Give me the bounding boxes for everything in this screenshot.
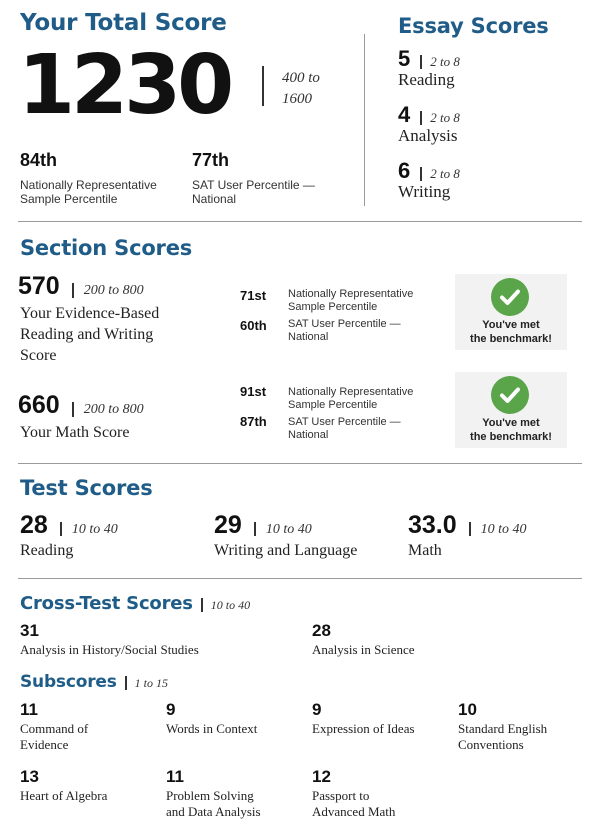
test-score-math [408,511,527,560]
total-percentile-2-label-line1: SAT User Percentile — [192,178,315,192]
cross-test-heading: Cross-Test Scores [20,593,193,614]
subscore-label-line1: Problem Solving [166,788,254,803]
section-math-value: 660 [18,391,60,419]
cross-science-value: 28 [312,621,331,640]
essay-score-analysis [398,102,460,146]
subscore-label [312,721,415,737]
subscore-value: 11 [166,767,184,786]
section-math-separator [72,402,74,417]
essay-analysis-separator [420,111,422,125]
test-math-range: 10 to 40 [480,522,527,537]
section-erw-label-line2: Reading and Writing [20,326,154,343]
section-erw-percentile-2-line2: National [288,331,329,343]
section-math-range: 200 to 800 [83,402,144,417]
section-erw-label-line1: Your Evidence-Based [20,305,160,322]
cross-test-heading-row [20,593,250,614]
test-writing-separator [254,522,256,536]
section-erw-percentile-2-label [288,318,401,344]
test-score-reading [20,511,118,560]
subscore-label-line1: Passport to [312,788,370,803]
subscore-label-line1: Command of [20,721,89,736]
section-erw-label-line3: Score [20,347,57,364]
essay-writing-range: 2 to 8 [430,166,460,181]
section-math-percentile-1-label [288,386,413,412]
subscore-label-line1: Expression of Ideas [312,721,415,736]
benchmark-erw-line1: You've met [482,319,540,331]
cross-test-science [312,621,415,658]
benchmark-text-math [455,416,567,444]
test-reading-label: Reading [20,542,74,559]
section-erw-range: 200 to 800 [83,283,144,298]
section-math-percentile-2-label [288,416,401,442]
subscore-label [166,788,261,820]
section-erw-percentile-1-value: 71st [240,288,267,303]
essay-analysis-range: 2 to 8 [430,110,460,125]
section-math-label-line1: Your Math Score [20,424,130,441]
test-reading-range: 10 to 40 [71,522,118,537]
total-range-line2: 1600 [282,91,312,107]
section-math-percentile-2-value: 87th [240,414,267,429]
subscore-label-line1: Words in Context [166,721,258,736]
benchmark-badge-erw [455,274,567,350]
subscore-label-line2: Conventions [458,737,524,752]
section-math-percentile-2-line1: SAT User Percentile — [288,416,401,428]
subscore-value: 9 [166,700,176,719]
total-percentile-2-label [192,178,315,206]
section-erw-percentile-1-line2: Sample Percentile [288,301,378,313]
section-erw-percentile-2-value: 60th [240,318,267,333]
subscore-label [458,721,547,753]
total-score-value: 1230 [18,38,231,133]
essay-writing-label: Writing [398,182,451,201]
total-essay-divider [364,34,365,206]
section-erw-percentile-1-line1: Nationally Representative [288,288,414,300]
test-score-writing [214,511,357,560]
test-reading-separator [60,522,62,536]
section-erw-separator [72,283,74,298]
check-icon [491,278,529,316]
divider-2 [18,463,582,464]
section-erw-label [20,303,159,366]
subscore-label-line2: and Data Analysis [166,804,261,819]
subscores-heading: Subscores [20,672,117,692]
subscore-words-in-context [166,700,257,737]
section-score-erw [18,272,144,301]
essay-reading-separator [420,55,422,69]
subscore-value: 13 [20,767,39,786]
subscore-value: 11 [20,700,38,719]
section-math-percentile-1-value: 91st [240,384,267,399]
cross-test-history [20,621,199,658]
benchmark-math-line1: You've met [482,417,540,429]
section-erw-percentile-1-label [288,288,413,314]
benchmark-erw-line2: the benchmark! [470,333,552,345]
section-scores-heading: Section Scores [20,236,193,260]
subscore-label [312,788,395,820]
essay-reading-range: 2 to 8 [430,54,460,69]
subscore-label-line2: Advanced Math [312,804,396,819]
subscore-expression-of-ideas [312,700,415,737]
cross-history-label: Analysis in History/Social Studies [20,642,199,657]
benchmark-badge-math [455,372,567,448]
check-icon [491,376,529,414]
essay-reading-value: 5 [398,46,411,71]
total-percentile-1-label-line1: Nationally Representative [20,178,157,192]
cross-science-label: Analysis in Science [312,642,415,657]
section-math-label [20,422,129,443]
total-percentile-1-label-line2: Sample Percentile [20,192,118,206]
essay-writing-value: 6 [398,158,411,183]
essay-writing-separator [420,167,422,181]
total-score-range [282,68,320,110]
total-score-heading: Your Total Score [20,10,227,36]
benchmark-text-erw [455,318,567,346]
essay-reading-label: Reading [398,70,455,89]
section-score-math [18,391,144,420]
test-math-label: Math [408,542,442,559]
total-percentile-1-label [20,178,157,206]
total-percentile-2-label-line2: National [192,192,237,206]
essay-scores-heading: Essay Scores [398,14,549,38]
subscores-separator [125,676,127,690]
essay-analysis-label: Analysis [398,126,458,145]
subscore-problem-solving [166,767,261,820]
subscore-command-of-evidence [20,700,88,753]
test-math-value: 33.0 [408,511,457,539]
subscore-heart-of-algebra [20,767,107,804]
subscore-standard-english [458,700,547,753]
divider-1 [18,221,582,222]
subscore-label-line2: Evidence [20,737,69,752]
total-percentile-1-value: 84th [20,150,58,170]
subscore-value: 12 [312,767,331,786]
subscore-value: 10 [458,700,477,719]
subscore-label-line1: Standard English [458,721,548,736]
test-math-separator [469,522,471,536]
cross-test-range: 10 to 40 [210,598,251,612]
subscore-label [166,721,257,737]
subscore-passport-to-advanced-math [312,767,395,820]
section-math-percentile-1-line1: Nationally Representative [288,386,414,398]
test-writing-value: 29 [214,511,242,539]
section-erw-value: 570 [18,272,60,300]
section-erw-percentile-2-line1: SAT User Percentile — [288,318,401,330]
total-range-line1: 400 to [282,70,320,86]
subscores-heading-row [20,672,168,692]
essay-score-writing [398,158,460,202]
cross-test-separator [201,598,203,612]
benchmark-math-line2: the benchmark! [470,431,552,443]
essay-score-reading [398,46,460,90]
subscores-range: 1 to 15 [134,676,168,690]
subscore-value: 9 [312,700,322,719]
essay-analysis-value: 4 [398,102,411,127]
section-math-percentile-1-line2: Sample Percentile [288,399,378,411]
test-writing-label: Writing and Language [214,542,358,559]
subscore-label [20,788,107,804]
test-scores-heading: Test Scores [20,476,153,500]
subscore-label-line1: Heart of Algebra [20,788,108,803]
test-reading-value: 28 [20,511,48,539]
section-math-percentile-2-line2: National [288,429,329,441]
divider-3 [18,578,582,579]
subscore-label [20,721,88,753]
test-writing-range: 10 to 40 [265,522,312,537]
cross-history-value: 31 [20,621,39,640]
total-percentile-2-value: 77th [192,150,230,170]
total-range-separator [262,66,264,106]
